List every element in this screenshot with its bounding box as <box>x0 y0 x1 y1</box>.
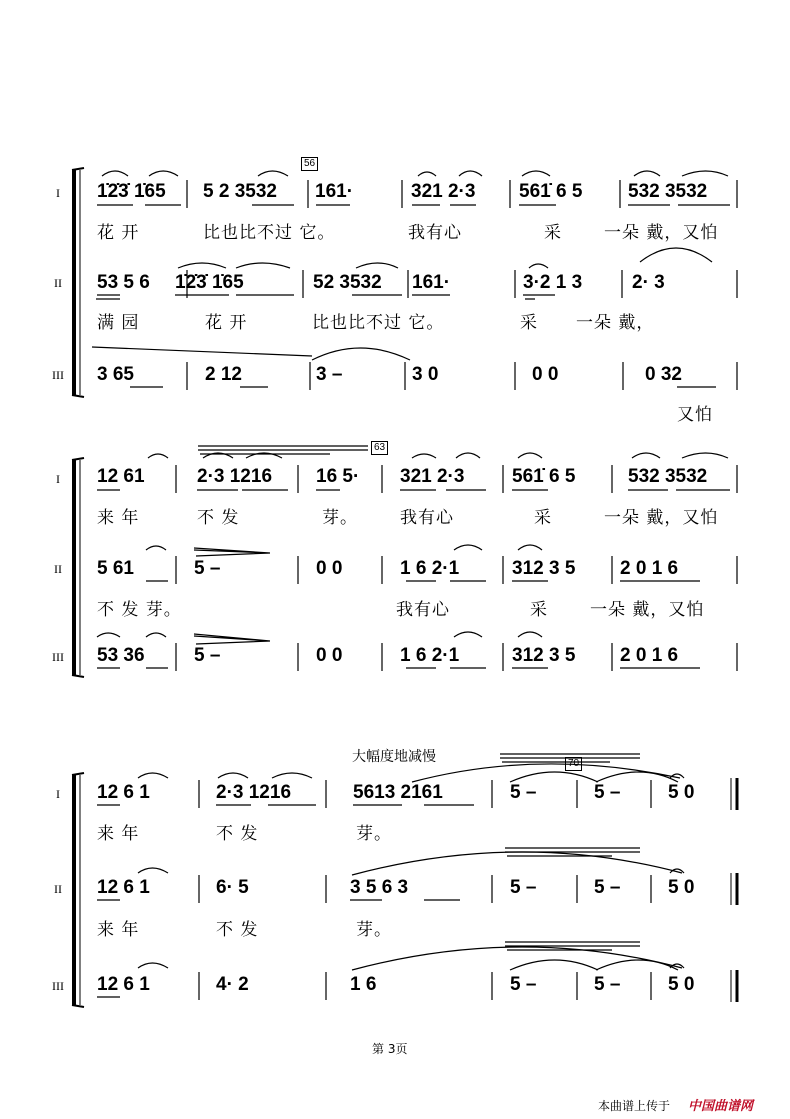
lyric: 芽。 <box>356 920 392 940</box>
measure: 5 – <box>194 645 221 666</box>
measure: 1 6 <box>350 974 377 995</box>
lyric: 花 开 <box>205 313 248 333</box>
part-label-ii: II <box>54 882 62 896</box>
measure: 2·3 1216 <box>216 782 292 803</box>
measure: 4· 2 <box>216 974 249 995</box>
measure: 321 2·3 <box>411 181 476 202</box>
rehearsal-mark: 63 <box>371 441 388 455</box>
lyric: 我有心 <box>400 508 454 528</box>
page-number: 第 3页 <box>372 1042 408 1056</box>
measure: 312 3 5 <box>512 645 576 666</box>
measure: 5 2 3532 <box>203 181 277 202</box>
measure: 3·2 1 3 <box>523 272 583 293</box>
lyric: 采 <box>534 508 552 528</box>
measure: 5 – <box>594 877 621 898</box>
measure: 161· <box>412 272 451 293</box>
lyric: 采 <box>544 223 562 243</box>
measure: 2· 3 <box>632 272 665 293</box>
lyric: 不 发 芽。 <box>97 600 182 620</box>
measure: 2 0 1 6 <box>620 558 679 579</box>
lyric: 比也比不过 它。 <box>203 223 336 243</box>
measure: 6· 5 <box>216 877 249 898</box>
measure: 5 – <box>194 558 221 579</box>
measure: 161· <box>315 181 354 202</box>
part-label-iii: III <box>52 650 64 664</box>
lyric: 我有心 <box>408 223 462 243</box>
measure: 3 65 <box>97 364 134 385</box>
part-label-i: I <box>56 472 60 486</box>
lyric: 来 年 <box>97 824 140 844</box>
part-label-i: I <box>56 787 60 801</box>
lyric: 比也比不过 它。 <box>312 313 445 333</box>
lyric: 来 年 <box>97 920 140 940</box>
measure: 5 – <box>510 877 537 898</box>
system-3-brace <box>72 773 84 1007</box>
lyric: 一朵 戴，又怕 <box>604 223 719 243</box>
measure: 321 2·3 <box>400 466 465 487</box>
measure: 5 – <box>510 974 537 995</box>
lyric: 满 园 <box>97 313 140 333</box>
measure: 5 0 <box>668 974 695 995</box>
measure: 5613 2161 <box>353 782 443 803</box>
measure: 2 12 <box>205 364 242 385</box>
measure: 2·3 1216 <box>197 466 273 487</box>
lyric: 不 发 <box>216 824 259 844</box>
measure: 0 0 <box>316 558 343 579</box>
lyric: 又怕 <box>677 405 713 425</box>
part-label-i: I <box>56 186 60 200</box>
measure: 2 0 1 6 <box>620 645 679 666</box>
measure: 561̇ 6 5 <box>519 181 583 202</box>
lyric: 采 <box>530 600 548 620</box>
measure: 1 6 2·1 <box>400 645 460 666</box>
measure: 5 0 <box>668 782 695 803</box>
measure: 532 3532 <box>628 466 708 487</box>
lyric: 花 开 <box>97 223 140 243</box>
lyric: 采 <box>520 313 538 333</box>
lyric: 我有心 <box>396 600 450 620</box>
measure: 532 3532 <box>628 181 708 202</box>
measure: 53 36 <box>97 645 145 666</box>
footer-text: 本曲谱上传于 <box>598 1099 671 1113</box>
part-label-ii: II <box>54 276 62 290</box>
part-label-iii: III <box>52 979 64 993</box>
lyric: 一朵 戴， <box>576 313 655 333</box>
lyric: 一朵 戴，又怕 <box>590 600 705 620</box>
measure: 1 6 2·1 <box>400 558 460 579</box>
lyric: 来 年 <box>97 508 140 528</box>
rehearsal-mark: 56 <box>301 157 318 171</box>
measure: 5 – <box>594 782 621 803</box>
measure: 12 6 1 <box>97 877 150 898</box>
measure: 1̇2̇3̇ 1̇65 <box>175 272 244 293</box>
site-logo[interactable]: 中国曲谱网 <box>688 1099 754 1114</box>
measure: 3 5 6 3 <box>350 877 409 898</box>
measure: 5 – <box>594 974 621 995</box>
measure: 12 6 1 <box>97 974 150 995</box>
lyric: 不 发 <box>216 920 259 940</box>
measure: 5 0 <box>668 877 695 898</box>
rehearsal-mark: 70 <box>565 757 582 771</box>
system-1-brace <box>72 168 84 397</box>
lyric: 一朵 戴，又怕 <box>604 508 719 528</box>
measure: 3 0 <box>412 364 439 385</box>
tempo-marking: 大幅度地减慢 <box>352 749 436 765</box>
measure: 312 3 5 <box>512 558 576 579</box>
measure: 0 0 <box>532 364 559 385</box>
measure: 1̇2̇3̇ 1̇65 <box>97 181 166 202</box>
lyric: 芽。 <box>322 508 358 528</box>
measure: 12 61 <box>97 466 145 487</box>
measure: 5 – <box>510 782 537 803</box>
measure: 0 32 <box>645 364 682 385</box>
measure: 52 3532 <box>313 272 382 293</box>
measure: 53 5 6 <box>97 272 150 293</box>
system-2-brace <box>72 458 84 677</box>
measure: 3 – <box>316 364 343 385</box>
lyric: 不 发 <box>197 508 240 528</box>
measure: 16 5· <box>316 466 360 487</box>
measure: 561̇ 6 5 <box>512 466 576 487</box>
part-label-iii: III <box>52 368 64 382</box>
lyric: 芽。 <box>356 824 392 844</box>
measure: 12 6 1 <box>97 782 150 803</box>
measure: 0 0 <box>316 645 343 666</box>
measure: 5 61 <box>97 558 134 579</box>
part-label-ii: II <box>54 562 62 576</box>
